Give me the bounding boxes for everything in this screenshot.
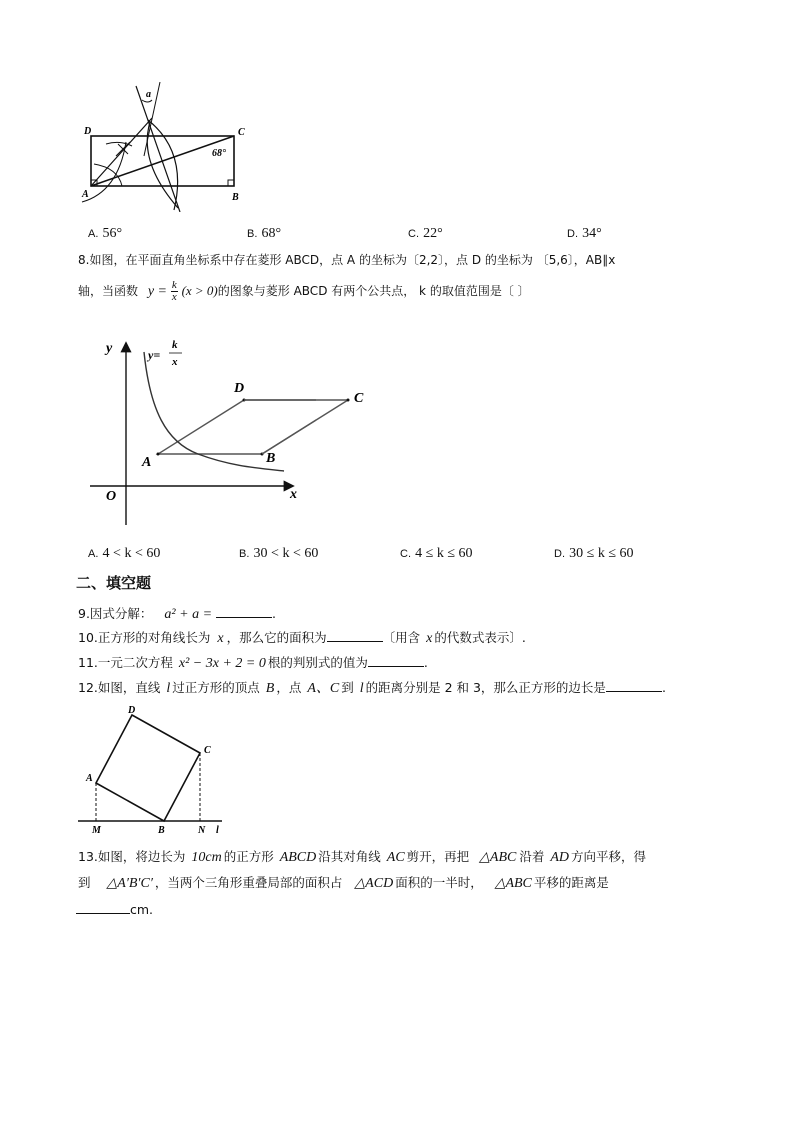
q12-label-A: A	[86, 773, 93, 784]
q10-suffix: 的代数式表示〕.	[434, 630, 526, 645]
q7-option-c[interactable]	[408, 226, 443, 242]
q10-prefix: 10.正方形的对角线长为	[78, 630, 211, 645]
option-value: 4 < k < 60	[102, 546, 161, 561]
option-label: A.	[88, 548, 99, 560]
q13-l1-c: 沿其对角线	[318, 849, 381, 864]
q13-diagonal-ac: AC	[386, 850, 405, 865]
q8-label-func-y: y=	[148, 348, 161, 362]
q7-label-a: a	[146, 89, 151, 100]
q12-label-B: B	[158, 825, 165, 836]
option-label: C.	[408, 228, 419, 240]
option-label: D.	[567, 228, 578, 240]
q12-p5: 的距离分别是 2 和 3，那么正方形的边长是	[365, 680, 606, 695]
option-label: B.	[239, 548, 250, 560]
q12-suffix: .	[661, 680, 666, 695]
q12-p3: ，点	[276, 680, 302, 695]
q8-option-a[interactable]	[88, 546, 160, 562]
q8-func-fraction	[171, 280, 178, 303]
q8-func-y: y =	[147, 284, 168, 299]
q13-line3	[76, 901, 153, 918]
q13-triangle-prime: △A′B′C′	[106, 876, 153, 891]
q8-label-O: O	[106, 489, 117, 504]
q8-label-B: B	[266, 451, 276, 466]
q11-expr: x² − 3x + 2 = 0	[178, 656, 266, 671]
option-label: B.	[247, 228, 258, 240]
q13-direction-ad: AD	[550, 850, 570, 865]
q13-l2-c: 面积的一半时，	[395, 875, 483, 890]
q8-label-A: A	[142, 455, 152, 470]
q7-option-a[interactable]	[88, 226, 122, 242]
q13-triangle-abc-2: △ABC	[494, 876, 532, 891]
q12-figure	[76, 703, 236, 837]
q8-rhombus-edge	[240, 395, 356, 459]
q13-triangle-abc: △ABC	[479, 850, 517, 865]
option-value: 22°	[423, 226, 443, 241]
q10-line	[78, 629, 526, 647]
q13-l2-b: ，当两个三角形重叠局部的面积占	[154, 875, 343, 890]
q12-label-N: N	[198, 825, 206, 836]
option-label: C.	[400, 548, 411, 560]
q7-label-D: D	[84, 126, 92, 137]
q8-line2-suffix: 的图象与菱形 ABCD 有两个公共点， k 的取值范围是〔 〕	[217, 284, 530, 298]
q8-option-c[interactable]	[400, 546, 473, 562]
q9-line	[78, 605, 276, 623]
q12-p2: 过正方形的顶点	[172, 680, 260, 695]
q11-prefix: 11.一元二次方程	[78, 655, 173, 670]
q12-line	[78, 679, 666, 697]
q10-var2: x	[426, 631, 433, 646]
option-value: 4 ≤ k ≤ 60	[415, 546, 473, 561]
q8-label-func-k: k	[172, 339, 178, 351]
option-value: 34°	[582, 226, 602, 241]
q13-l1-f: 方向平移，得	[571, 849, 647, 864]
q8-line1: 8.如图，在平面直角坐标系中存在菱形 ABCD，点 A 的坐标为〔2,2〕，点 D 的坐标为 〔5,6〕，AB∥x	[78, 253, 616, 267]
option-label: D.	[554, 548, 565, 560]
q7-option-d[interactable]	[567, 226, 602, 242]
q11-mid: 根的判别式的值为	[267, 655, 368, 670]
q7-label-B: B	[232, 192, 239, 203]
q13-l1-a: 13.如图，将边长为	[78, 849, 186, 864]
section-fill-in-title: 二、填空题	[76, 574, 152, 592]
q9-prefix: 9.因式分解：	[78, 606, 153, 621]
q8-option-d[interactable]	[554, 546, 634, 562]
q12-label-D: D	[128, 705, 136, 716]
q10-answer-blank[interactable]	[327, 629, 383, 642]
option-value: 30 < k < 60	[253, 546, 319, 561]
q8-label-y-axis: y	[106, 341, 113, 356]
q13-triangle-acd: △ACD	[354, 876, 394, 891]
frac-numerator: k	[171, 279, 177, 291]
q7-label-A: A	[82, 189, 89, 200]
q8-label-D: D	[234, 381, 245, 396]
q7-figure	[78, 82, 258, 212]
q8-label-func-x: x	[172, 356, 178, 368]
q8-option-b[interactable]	[239, 546, 318, 562]
q13-l1-d: 剪开，再把	[406, 849, 470, 864]
q7-option-b[interactable]	[247, 226, 281, 242]
q12-label-l: l	[216, 825, 219, 836]
q13-line2	[78, 875, 609, 892]
option-label: A.	[88, 228, 99, 240]
q12-line-l: l	[166, 681, 171, 696]
q9-expr: a² + a =	[164, 607, 213, 622]
frac-denominator: x	[171, 291, 177, 303]
q13-l1-b: 的正方形	[223, 849, 274, 864]
option-value: 30 ≤ k ≤ 60	[569, 546, 634, 561]
q9-answer-blank[interactable]	[216, 605, 272, 618]
q8-label-C: C	[354, 391, 364, 406]
q11-answer-blank[interactable]	[368, 654, 424, 667]
q12-label-M: M	[92, 825, 101, 836]
q12-point-b: B	[265, 681, 275, 696]
option-value: 56°	[102, 226, 123, 241]
q12-p1: 12.如图，直线	[78, 680, 161, 695]
q8-func-condition: (x > 0)	[181, 283, 218, 298]
q11-suffix: .	[423, 655, 428, 670]
q9-suffix: .	[272, 606, 276, 621]
q13-unit: cm.	[130, 902, 154, 917]
q8-line2-prefix: 轴，当函数	[78, 284, 139, 298]
q13-l1-e: 沿着	[519, 849, 545, 864]
q10-mid2: 〔用含	[382, 630, 421, 645]
q12-p4: 到	[341, 680, 354, 695]
q13-l2-d: 平移的距离是	[533, 875, 609, 890]
q10-mid: ，那么它的面积为	[226, 630, 327, 645]
q8-line2	[78, 280, 530, 303]
q11-line	[78, 654, 428, 672]
q13-answer-blank[interactable]	[76, 901, 130, 914]
q13-side-length: 10cm	[191, 850, 222, 865]
q12-answer-blank[interactable]	[606, 679, 662, 692]
q10-var: x	[217, 631, 224, 646]
q7-label-C: C	[238, 127, 245, 138]
q12-line-l2: l	[359, 681, 364, 696]
q12-label-C: C	[204, 745, 211, 756]
q13-line1	[78, 849, 646, 866]
option-value: 68°	[261, 226, 282, 241]
q7-label-angle: 68°	[212, 148, 226, 159]
q13-l2-a: 到	[78, 875, 91, 890]
q8-label-x-axis: x	[290, 487, 297, 502]
q13-square-abcd: ABCD	[279, 850, 317, 865]
q12-points-ac: A、C	[307, 681, 340, 696]
